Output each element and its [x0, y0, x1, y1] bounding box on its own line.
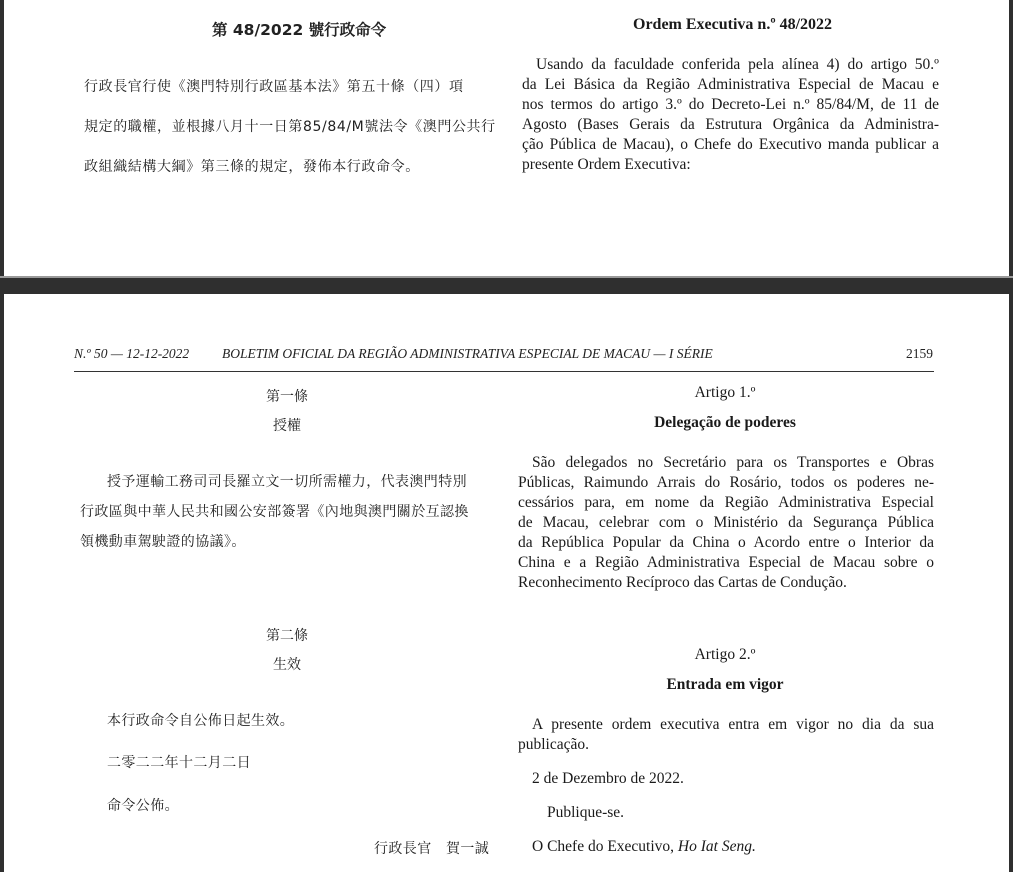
pt-article-2-heading: Entrada em vigor	[666, 676, 784, 693]
pt-article-2-line: A presente ordem executiva entra em vigor no dia da sua	[532, 716, 934, 733]
pt-article-1-heading: Delegação de poderes	[654, 414, 796, 431]
cn-preamble-line: 行政長官行使《澳門特別行政區基本法》第五十條（四）項	[84, 79, 464, 95]
cn-order-title: 第 48/2022 號行政命令	[212, 21, 387, 39]
pt-article-1-line: São delegados no Secretário para os Transportes e Obras	[532, 454, 934, 471]
pt-signature	[532, 838, 756, 856]
header-rule	[74, 371, 934, 372]
pt-article-1-number: Artigo 1.º	[694, 384, 756, 401]
cn-preamble-line: 規定的職權，並根據八月十一日第85/84/M號法令《澳門公共行	[84, 119, 496, 135]
cn-article-1-number: 第一條	[266, 389, 308, 405]
pt-article-1-line: Públicas, Raimundo Arrais do Rosário, todos os poderes ne-	[518, 474, 934, 491]
cn-article-1-heading: 授權	[273, 418, 301, 434]
header-page-number: 2159	[906, 346, 933, 361]
pt-preamble-line: Agosto (Bases Gerais da Estrutura Orgânica da Administra-	[522, 116, 939, 133]
cn-signature: 行政長官 賀一誠	[374, 841, 490, 857]
cn-date: 二零二二年十二月二日	[107, 755, 251, 771]
pt-article-2-number: Artigo 2.º	[694, 646, 756, 663]
pt-publish: Publique-se.	[547, 804, 625, 821]
pt-article-2-line: publicação.	[518, 736, 590, 753]
header-issue: N.º 50 — 12-12-2022	[74, 346, 190, 361]
cn-article-1-line: 授予運輸工務司司長羅立文一切所需權力，代表澳門特別	[107, 474, 467, 490]
cn-article-2-number: 第二條	[266, 628, 308, 644]
viewer-left-edge	[0, 0, 4, 872]
pt-signature-prefix: O Chefe do Executivo,	[532, 838, 678, 855]
cn-article-1-line: 領機動車駕駛證的協議》。	[80, 534, 246, 550]
cn-publish: 命令公佈。	[107, 798, 179, 814]
pt-date: 2 de Dezembro de 2022.	[532, 770, 684, 787]
cn-article-2-heading: 生效	[273, 657, 301, 673]
header-title: BOLETIM OFICIAL DA REGIÃO ADMINISTRATIVA ESPECIAL DE MACAU — I SÉRIE	[222, 346, 713, 361]
pt-signature-name: Ho Iat Seng.	[677, 838, 756, 855]
pt-preamble-line: ção Pública de Macau), o Chefe do Executivo manda publicar a	[522, 136, 939, 153]
page-separator	[0, 278, 1013, 294]
pt-article-1-line: da República Popular da China o Acordo entre o Interior da	[518, 534, 934, 551]
pt-article-1-line: de Macau, celebrar com o Ministério da Segurança Pública	[518, 514, 934, 531]
pt-preamble-line: nos termos do artigo 3.º do Decreto-Lei n.º 85/84/M, de 11 de	[522, 96, 939, 113]
pt-article-1-line: cessários para, em nome da Região Administrativa Especial	[518, 494, 934, 511]
cn-preamble-line: 政組織結構大綱》第三條的規定，發佈本行政命令。	[84, 159, 420, 175]
cn-article-2-body: 本行政命令自公佈日起生效。	[107, 713, 295, 729]
pt-preamble-line: presente Ordem Executiva:	[522, 156, 691, 173]
pt-order-title: Ordem Executiva n.º 48/2022	[633, 16, 833, 33]
pt-preamble-line: da Lei Básica da Região Administrativa Especial de Macau e	[522, 76, 939, 93]
viewer-right-edge	[1009, 0, 1013, 872]
pt-article-1-line: China e a Região Administrativa Especial de Macau sobre o	[518, 554, 934, 571]
pt-preamble-line: Usando da faculdade conferida pela alínea 4) do artigo 50.º	[536, 56, 939, 73]
cn-article-1-line: 行政區與中華人民共和國公安部簽署《內地與澳門關於互認換	[80, 504, 469, 520]
pt-article-1-line: Reconhecimento Recíproco das Cartas de Condução.	[518, 574, 847, 591]
